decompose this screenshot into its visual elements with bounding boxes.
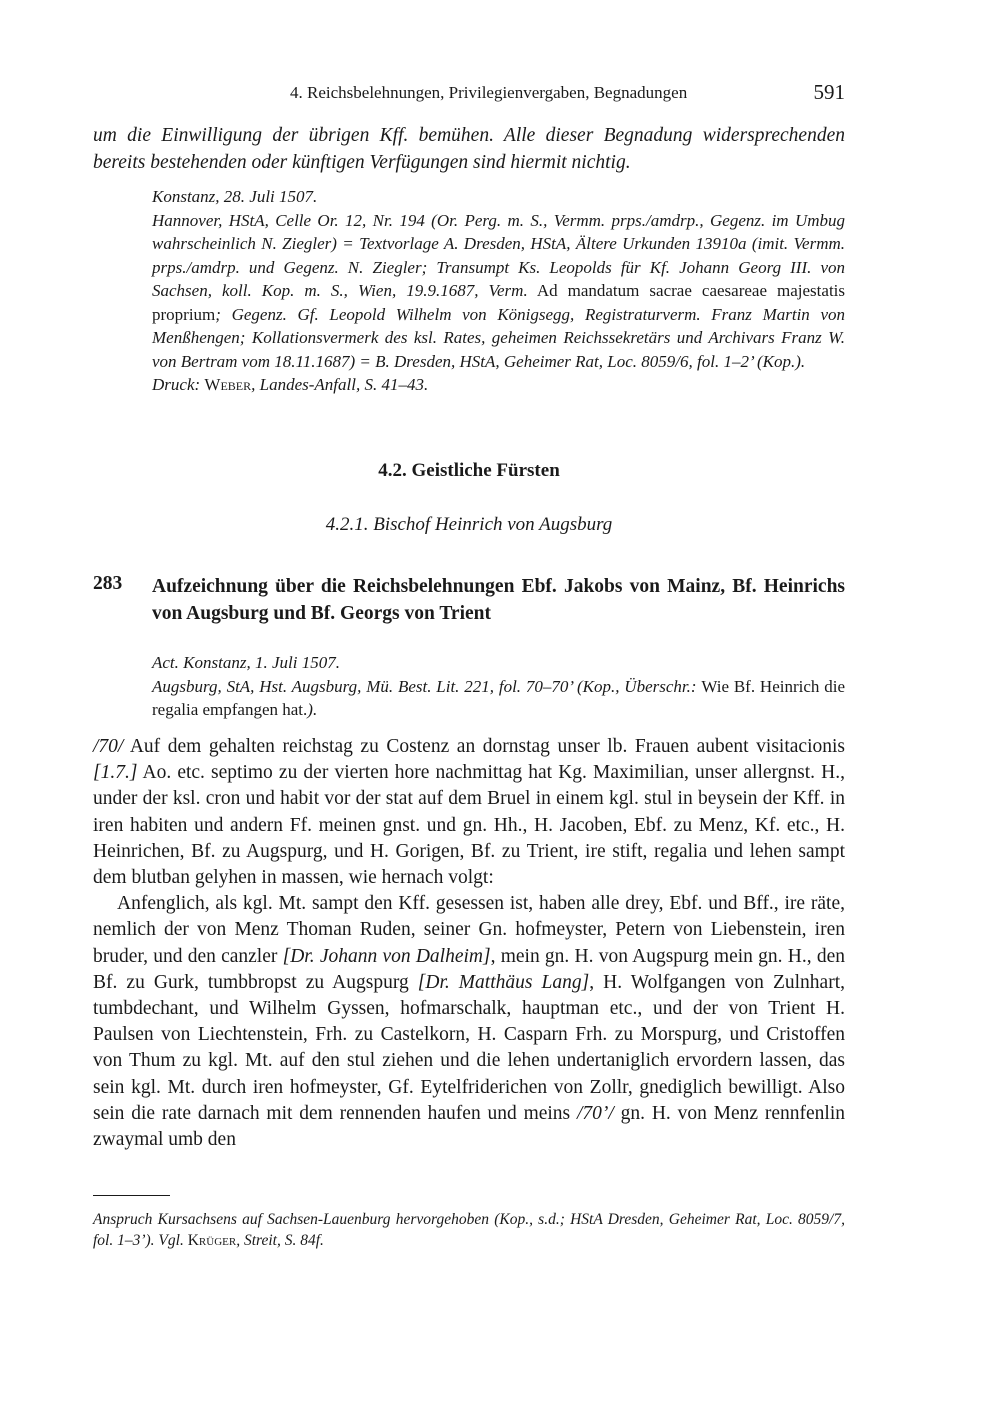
body-paragraph-1 [93,734,845,891]
folio-marker: /70/ [93,736,124,757]
apparatus-source-a: Hannover, HStA, Celle Or. 12, Nr. 194 (Or. Perg. m. S., Vermm. prps./amdrp., Gegenz. im Umbug wahrscheinlich N. Ziegler) = Textvorlage A. Dresden, HStA, Ältere Urkunden 13910a (imit. Vermm. prps./amdrp. und Gegenz. N. Ziegler; Transumpt Ks. Leopolds für Kf. Johann Georg III. von Sachsen, koll. Kop. m. S., Wien, 19.9.1687, Verm. [152,210,845,300]
footnote-run: , Streit, S. 84f. [236,1232,324,1249]
footnote-run: Anspruch Kursachsens auf Sachsen-Lauenburg hervorgehoben (Kop., s.d.; HStA Dresden, Geheimer Rat, Loc. 8059/7, fol. 1–3’). Vgl. [93,1211,845,1249]
apparatus-latin-verm: Ad mandatum sacrae caesareae majestatis proprium [152,281,846,324]
editorial-note: [Dr. Matthäus Lang] [417,971,590,993]
apparatus-sources [152,209,845,374]
document-source [152,675,845,722]
page-number: 591 [813,80,845,104]
editorial-date: [1.7.] [93,762,138,784]
document-source-end: ). [307,700,318,719]
body-text-run: Ao. etc. septimo zu der vierten hore nachmittag hat Kg. Maximilian, unser allergnst. H., under der ksl. cron und habit vor der stat auf dem Bruel in einem kgl. stul in beysein der Kff. in iren habiten und andern Ff. meinen gnst. und gn. Hh., H. Jacoben, Ebf. zu Menz, Kf. etc., H. Heinrichen, Bf. zu Augspurg, und H. Gorigen, Bf. zu Trient, ire stift, regalia und lehen sampt dem blutban gelyhen in massen, wie hernach volgt: [93,762,845,889]
body-paragraph-2 [93,891,845,1153]
folio-marker: /70’/ [576,1102,614,1124]
document-title: Aufzeichnung über die Reichsbelehnungen Ebf. Jakobs von Mainz, Bf. Heinrichs von Augsburg und Bf. Georgs von Trient [152,576,845,624]
body-text-run: , H. Wolfgangen von Zulnhart, tumbdechant, und Wilhelm Gyssen, hofmarschalk, hauptman etc., und der von Trient H. Paulsen von Liechtenstein, Frh. zu Castelkorn, H. Casparn Frh. zu Morspurg, und Cristoffen von Thum zu kgl. Mt. auf den stul ziehen und die lehen undertaniglich ervordern lassen, das sein kgl. Mt. durch iren hofmeyster, Gf. Eytelfriderichen von Zollr, gnediglich bewilligt. Also sein die rate darnach mit dem rennenden haufen und meins [93,971,845,1124]
document-source-italic: Augsburg, StA, Hst. Augsburg, Mü. Best. Lit. 221, fol. 70–70’ (Kop., Überschr.: [152,676,702,696]
print-label: Druck: [152,375,205,394]
apparatus-print-line [152,373,845,397]
document-number: 283 [93,573,123,594]
document-date-line: Act. Konstanz, 1. Juli 1507. [152,653,340,672]
source-apparatus [152,185,845,397]
apparatus-date-line: Konstanz, 28. Juli 1507. [152,187,318,206]
editorial-note: [Dr. Johann von Dalheim] [282,945,491,967]
print-author: Weber [204,375,252,394]
print-rest: , Landes-Anfall, S. 41–43. [251,375,429,394]
footnote-text [93,1209,845,1251]
body-text-run: , mein gn. H. von Augspurg mein gn. H., den Bf. zu Gurk, tumbbropst zu Augspurg [93,945,845,993]
body-text-run: gn. H. von Menz rennfenlin zwaymal umb den [93,1102,845,1151]
running-head-title: 4. Reichsbelehnungen, Privilegienvergaben, Begnadungen [290,83,688,102]
section-heading: 4.2. Geistliche Fürsten [378,460,560,481]
footnote-author: Krüger [187,1232,237,1249]
body-text-run: Auf dem gehalten reichstag zu Costenz an dornstag unser lb. Frauen aubent visitacionis [123,736,845,757]
running-head [93,80,845,106]
body-text-run: Anfenglich, als kgl. Mt. sampt den Kff. gesessen ist, haben alle drey, Ebf. und Bff., ire räte, nemlich der von Menz Thoman Ruden, seiner Gn. hofmeyster, Petern von Liebenstein, iren bruder, und den canzler [93,893,845,967]
footnote [93,1209,845,1251]
footnote-rule [93,1195,170,1196]
document-apparatus [152,651,845,722]
document-source-heading: Wie Bf. Heinrich die regalia empfangen hat. [152,676,845,719]
apparatus-source-c: ; Gegenz. Gf. Leopold Wilhelm von Königsegg, Registraturverm. Franz Martin von Menßhengen; Kollationsvermerk des ksl. Rates, geheimen Reichssekretärs und Archivars Franz W. von Bertram vom 18.11.1687) = B. Dresden, HStA, Geheimer Rat, Loc. 8059/6, fol. 1–2’ (Kop.). [152,304,845,371]
intro-regest-text: um die Einwilligung der übrigen Kff. bemühen. Alle dieser Begnadung widersprechenden bereits bestehenden oder künftigen Verfügungen sind hiermit nichtig. [93,125,845,173]
document-body [93,734,845,1153]
subsection-heading: 4.2.1. Bischof Heinrich von Augsburg [325,514,613,535]
